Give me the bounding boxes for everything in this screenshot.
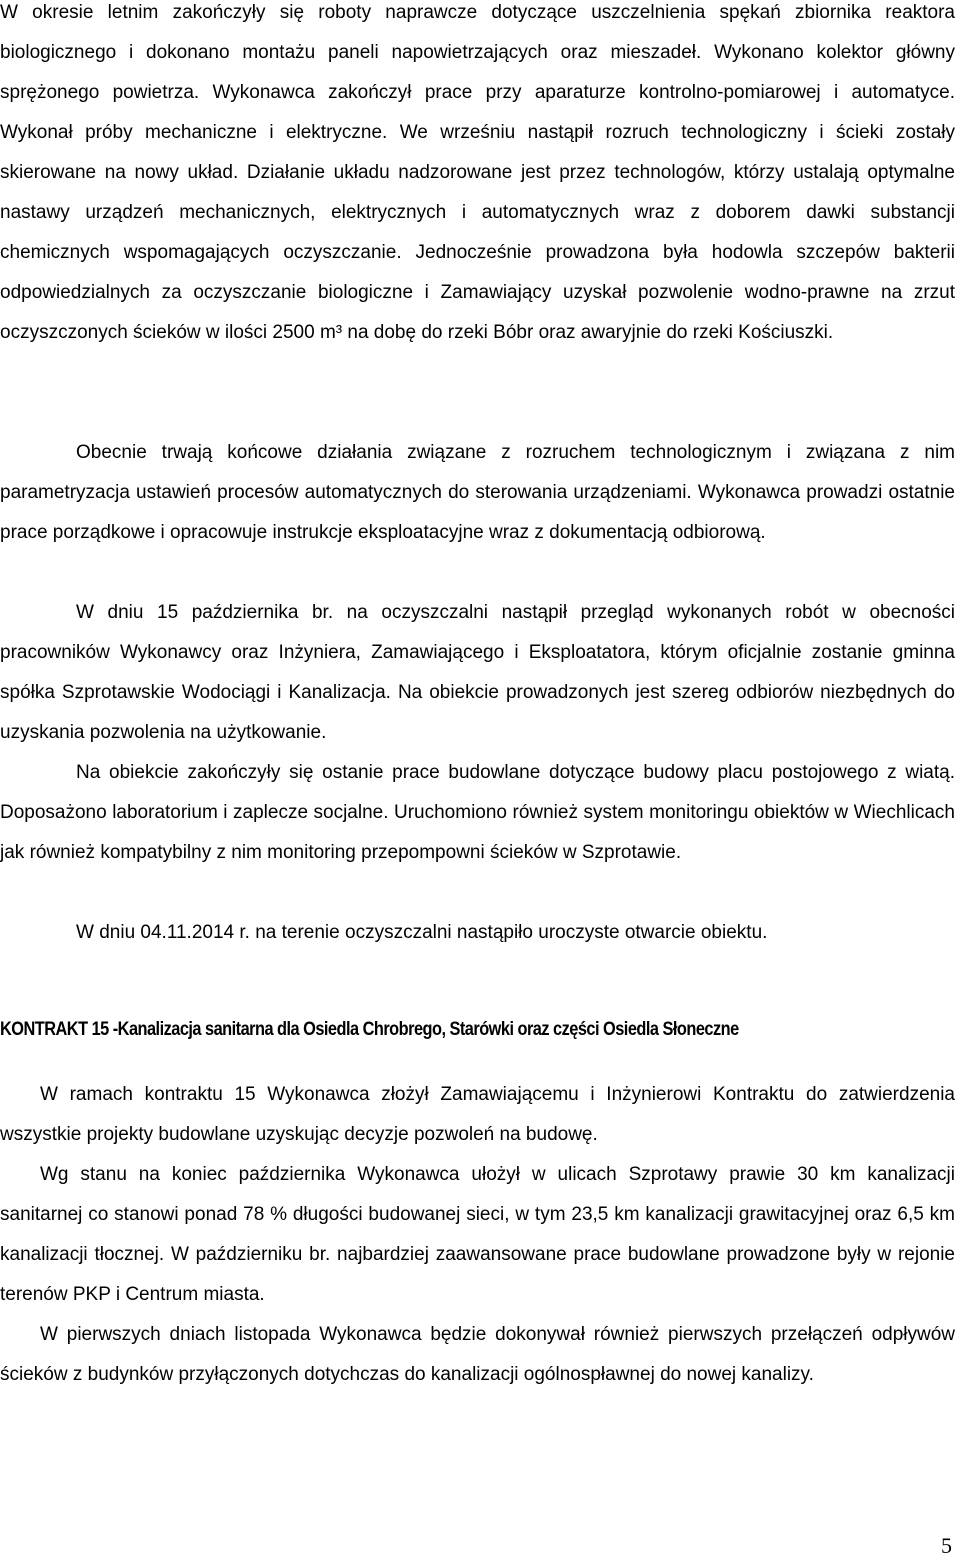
page-number: 5: [941, 1533, 952, 1558]
paragraph-current-works: Obecnie trwają końcowe działania związane z rozruchem technologicznym i związana z nim parametryzacja ustawień procesów automatycznych do sterowania urządzeniami. Wykonawca prowadzi ostatnie prace porządkowe i opracowuje instrukcje eksploatacyjne wraz z dokumentacją odbiorową.: [0, 442, 955, 543]
paragraph-inspection: W dniu 15 października br. na oczyszczalni nastąpił przegląd wykonanych robót w obecności pracowników Wykonawcy oraz Inżyniera, Zamawiającego i Eksploatatora, którym oficjalnie zostanie gminna spółka Szprotawskie Wodociągi i Kanalizacja. Na obiekcie prowadzonych jest szereg odbiorów niezbędnych do uzyskania pozwolenia na użytkowanie.: [0, 602, 955, 743]
paragraph-progress-status: Wg stanu na koniec października Wykonawca ułożył w ulicach Szprotawy prawie 30 km kanalizacji sanitarnej co stanowi ponad 78 % długości budowanej sieci, w tym 23,5 km kanalizacji grawitacyjnej oraz 6,5 km kanalizacji tłocznej. W październiku br. najbardziej zaawansowane prace budowlane prowadzone były w rejonie terenów PKP i Centrum miasta.: [0, 1164, 955, 1305]
paragraph-connections: W pierwszych dniach listopada Wykonawca będzie dokonywał również pierwszych przełączeń odpływów ścieków z budynków przyłączonych dotychczas do kanalizacji ogólnospławnej do nowej kanalizy.: [0, 1324, 955, 1385]
paragraph-parking-lab: Na obiekcie zakończyły się ostanie prace budowlane dotyczące budowy placu postojowego z wiatą. Doposażono laboratorium i zaplecze socjalne. Uruchomiono również system monitoringu obiektów w Wiechlicach jak również kompatybilny z nim monitoring przepompowni ścieków w Szprotawie.: [0, 762, 955, 863]
section-heading-kontrakt-15: KONTRAKT 15 -Kanalizacja sanitarna dla Osiedla Chrobrego, Starówki oraz części Osiedla Słoneczne: [0, 1019, 739, 1040]
paragraph-opening: W dniu 04.11.2014 r. na terenie oczyszczalni nastąpiło uroczyste otwarcie obiektu.: [76, 922, 768, 943]
paragraph-projects-approval: W ramach kontraktu 15 Wykonawca złożył Zamawiającemu i Inżynierowi Kontraktu do zatwierdzenia wszystkie projekty budowlane uzyskując decyzje pozwoleń na budowę.: [0, 1084, 955, 1145]
paragraph-reactor-works: W okresie letnim zakończyły się roboty naprawcze dotyczące uszczelnienia spękań zbiornika reaktora biologicznego i dokonano montażu paneli napowietrzających oraz mieszadeł. Wykonano kolektor główny sprężonego powietrza. Wykonawca zakończył prace przy aparaturze kontrolno-pomiarowej i automatyce. Wykonał próby mechaniczne i elektryczne. We wrześniu nastąpił rozruch technologiczny i ścieki zostały skierowane na nowy układ. Działanie układu nadzorowane jest przez technologów, którzy ustalają optymalne nastawy urządzeń mechanicznych, elektrycznych i automatycznych wraz z doborem dawki substancji chemicznych wspomagających oczyszczanie. Jednocześnie prowadzona była hodowla szczepów bakterii odpowiedzialnych za oczyszczanie biologiczne i Zamawiający uzyskał pozwolenie wodno-prawne na zrzut oczyszczonych ścieków w ilości 2500 m³ na dobę do rzeki Bóbr oraz awaryjnie do rzeki Kościuszki.: [0, 2, 955, 343]
